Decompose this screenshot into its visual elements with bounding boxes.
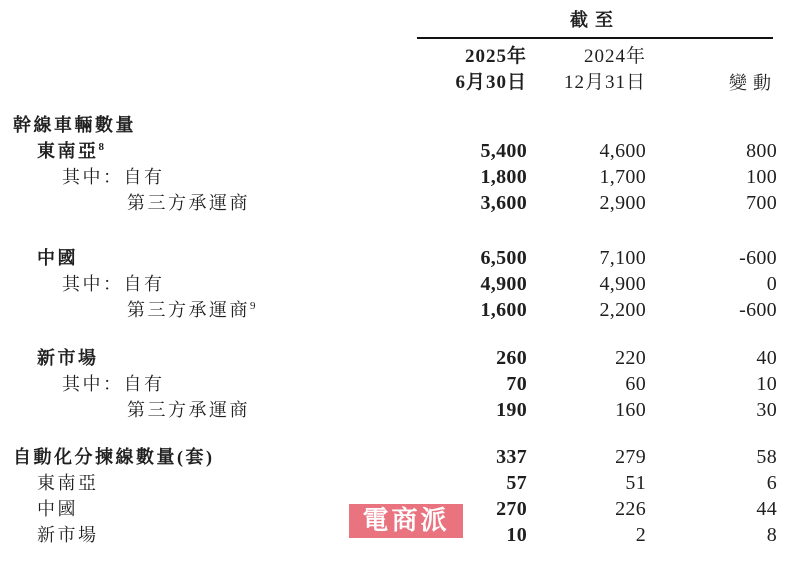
value-2025: 6,500 xyxy=(480,247,527,269)
table-row-sorting-sea xyxy=(10,470,777,496)
value-2024: 4,600 xyxy=(599,140,646,162)
value-change: -600 xyxy=(739,299,777,321)
value-2025: 70 xyxy=(506,373,527,395)
value-2025 xyxy=(410,112,527,138)
value-2024: 51 xyxy=(625,472,646,494)
column-header-row-date xyxy=(10,70,777,96)
table-row-newmarkets xyxy=(10,345,777,371)
value-change: 100 xyxy=(746,166,777,188)
value-2025: 5,400 xyxy=(480,140,527,162)
value-2025: 57 xyxy=(506,472,527,494)
value-change: 8 xyxy=(766,524,777,546)
row-label: 中國 xyxy=(37,248,78,268)
value-2025: 260 xyxy=(496,347,527,369)
column-header-row-year xyxy=(10,44,777,70)
value-2025: 270 xyxy=(496,498,527,520)
value-2025: 4,900 xyxy=(480,273,527,295)
row-label: 東南亞$^8$ xyxy=(37,141,104,161)
header-as-of: 截至 xyxy=(570,10,620,30)
value-2024: 160 xyxy=(615,399,646,421)
value-2025: 1,600 xyxy=(480,299,527,321)
value-2024 xyxy=(527,112,646,138)
value-change: 10 xyxy=(756,373,777,395)
col-header-2025-year: 2025年 xyxy=(464,46,527,67)
row-label: 自動化分揀線數量(套) xyxy=(13,447,215,467)
watermark-logo: 電商派 xyxy=(349,504,463,538)
value-2024: 2,200 xyxy=(599,299,646,321)
table-row-china xyxy=(10,245,777,271)
row-label: 第三方承運商 xyxy=(127,193,250,213)
value-change: 0 xyxy=(766,273,777,295)
row-label: 第三方承運商$^9$ xyxy=(127,300,256,320)
row-label: 中國 xyxy=(37,499,78,519)
table-body xyxy=(10,112,777,548)
value-2024: 4,900 xyxy=(599,273,646,295)
value-2025: 3,600 xyxy=(480,192,527,214)
col-header-change: 變動 xyxy=(729,73,777,93)
value-2024: 2,900 xyxy=(599,192,646,214)
value-2025: 337 xyxy=(496,446,527,468)
value-change: 44 xyxy=(756,498,777,520)
row-label: 幹線車輛數量 xyxy=(13,115,136,135)
value-change: 700 xyxy=(746,192,777,214)
row-label: 其中：自有 xyxy=(62,167,165,187)
header-rule xyxy=(417,37,773,39)
table-row-china-thirdparty xyxy=(10,297,777,323)
footnote-marker: 8 xyxy=(98,141,104,153)
value-2024: 7,100 xyxy=(599,247,646,269)
footnote-marker: 9 xyxy=(250,300,256,312)
table-row-newmarkets-owned xyxy=(10,371,777,397)
value-2024: 279 xyxy=(615,446,646,468)
table-row-newmarkets-thirdparty xyxy=(10,397,777,423)
value-2025: 10 xyxy=(506,524,527,546)
table-row-sea xyxy=(10,138,777,164)
row-label: 第三方承運商 xyxy=(127,400,250,420)
value-2024: 220 xyxy=(615,347,646,369)
value-2024: 60 xyxy=(625,373,646,395)
col-header-2025-date: 6月30日 xyxy=(455,72,527,93)
value-change: 30 xyxy=(756,399,777,421)
row-label: 新市場 xyxy=(37,525,99,545)
row-label: 其中：自有 xyxy=(62,374,165,394)
value-2025: 1,800 xyxy=(480,166,527,188)
table-row-trunk-title xyxy=(10,112,777,138)
value-change: 6 xyxy=(766,472,777,494)
table-row-sea-owned xyxy=(10,164,777,190)
value-2024: 2 xyxy=(635,524,646,546)
value-change: 40 xyxy=(756,347,777,369)
col-header-2024-year: 2024年 xyxy=(583,46,646,67)
row-label: 新市場 xyxy=(37,348,99,368)
value-change: -600 xyxy=(739,247,777,269)
spacer-cell xyxy=(10,44,410,70)
spacer-cell xyxy=(10,70,410,96)
table-row-sea-thirdparty xyxy=(10,190,777,216)
spacer-cell xyxy=(646,44,777,70)
value-2024: 1,700 xyxy=(599,166,646,188)
value-change: 800 xyxy=(746,140,777,162)
value-2025: 190 xyxy=(496,399,527,421)
column-headers xyxy=(10,44,777,96)
table-row-sorting-lines-title xyxy=(10,444,777,470)
value-2024: 226 xyxy=(615,498,646,520)
row-label: 東南亞 xyxy=(37,473,99,493)
col-header-2024-date: 12月31日 xyxy=(563,72,646,93)
value-change: 58 xyxy=(756,446,777,468)
row-label: 其中：自有 xyxy=(62,274,165,294)
value-change xyxy=(646,112,777,138)
table-row-china-owned xyxy=(10,271,777,297)
